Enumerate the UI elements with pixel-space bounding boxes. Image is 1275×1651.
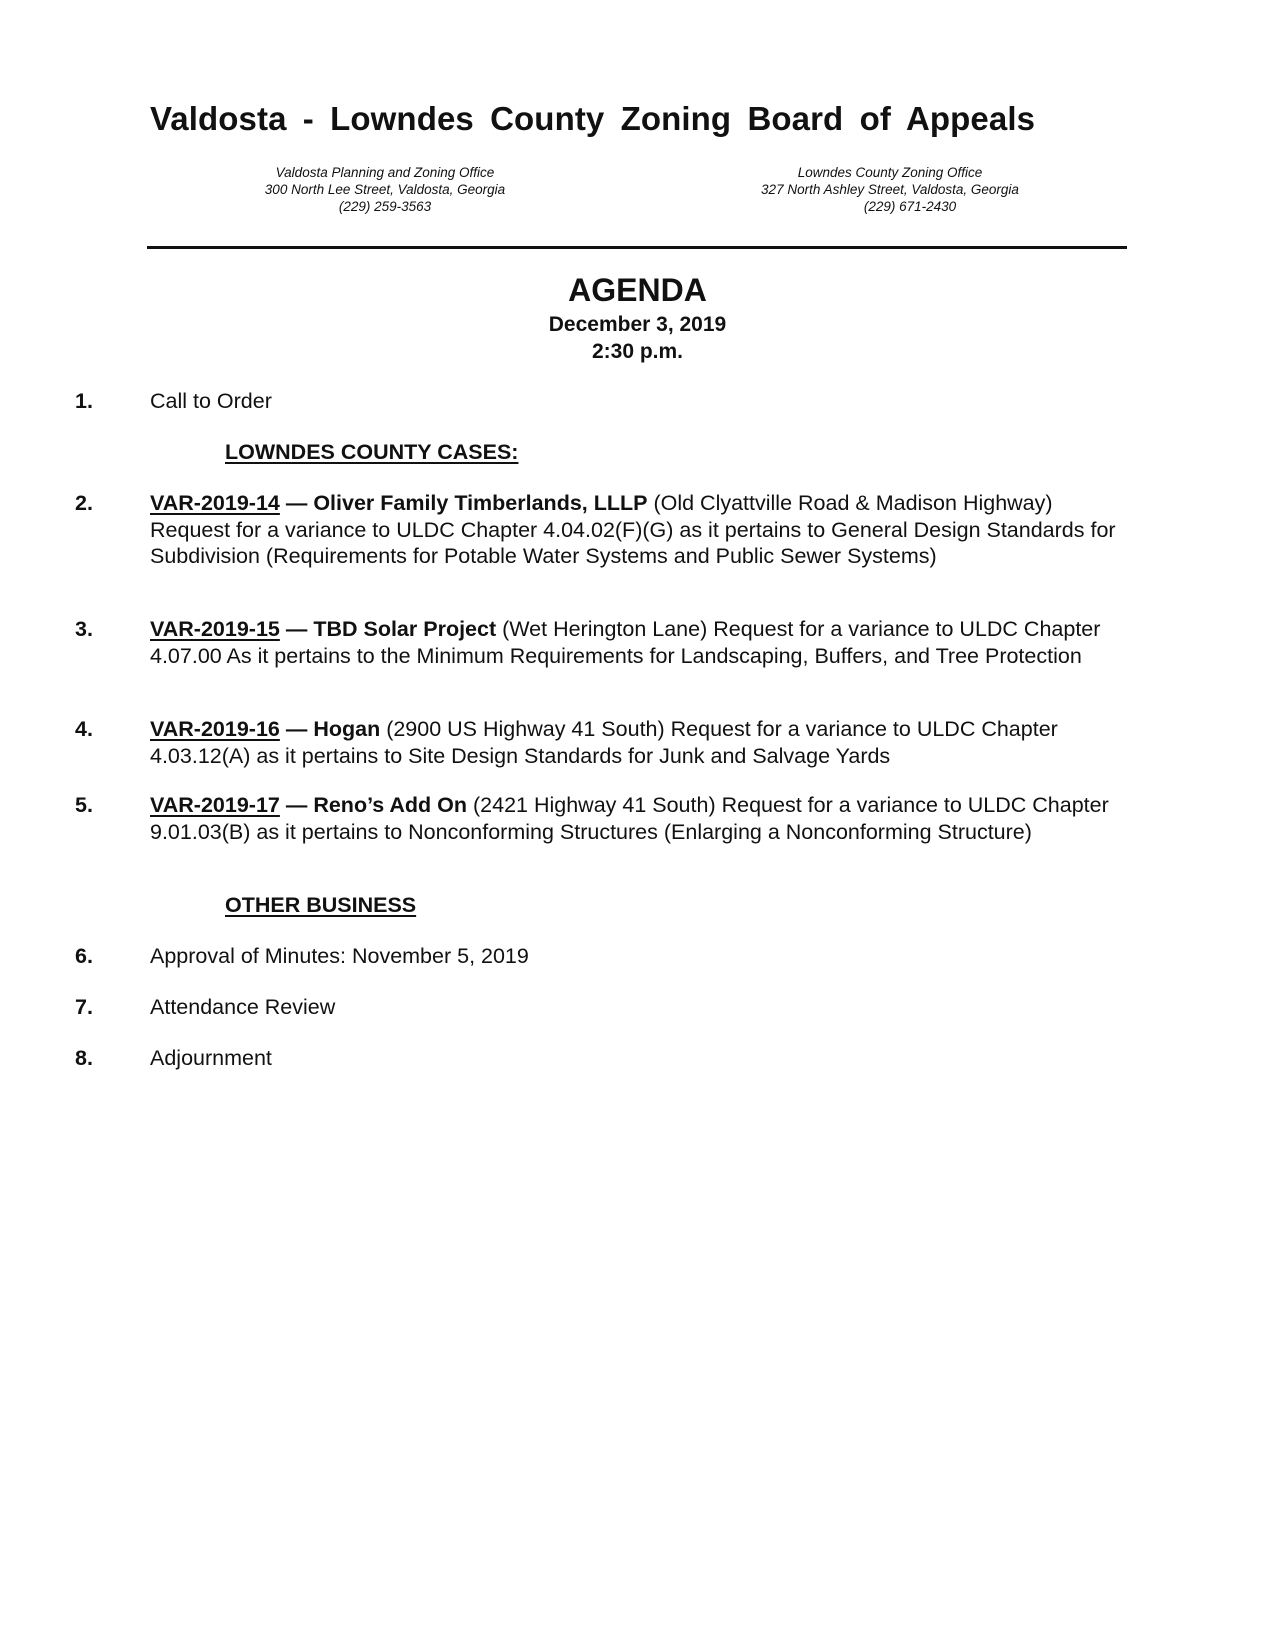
applicant-name: Reno’s Add On xyxy=(313,793,468,817)
case-details: (2421 Highway 41 South) Request for a variance to ULDC Chapter 9.01.03(B) as it pertains to Nonconforming Structures (Enlarging a Nonconforming Structure) xyxy=(150,793,1109,844)
item-number: 3. xyxy=(75,617,93,641)
item-text: Approval of Minutes: November 5, 2019 xyxy=(150,944,529,968)
applicant-name: TBD Solar Project xyxy=(313,617,497,641)
case-separator: — xyxy=(279,793,314,817)
item-number: 7. xyxy=(75,995,93,1019)
office-phone: (229) 671-2430 xyxy=(863,199,957,214)
applicant-name: Hogan xyxy=(313,717,381,741)
item-body xyxy=(150,490,1135,570)
board-title: Valdosta - Lowndes County Zoning Board of Appeals xyxy=(150,100,1036,137)
item-number: 5. xyxy=(75,793,93,817)
item-text: Call to Order xyxy=(150,389,272,413)
item-body xyxy=(150,616,1135,669)
case-separator: — xyxy=(279,491,314,515)
case-details: (2900 US Highway 41 South) Request for a variance to ULDC Chapter 4.03.12(A) as it pertains to Site Design Standards for Junk and Salvage Yards xyxy=(150,717,1058,768)
section-heading-lowndes-county-cases: LOWNDES COUNTY CASES: xyxy=(225,440,519,464)
case-id: VAR-2019-17 xyxy=(150,793,280,817)
office-address: 327 North Ashley Street, Valdosta, Georgia xyxy=(761,182,1019,197)
agenda-time: 2:30 p.m. xyxy=(591,340,684,363)
item-number: 1. xyxy=(75,389,93,413)
office-name: Valdosta Planning and Zoning Office xyxy=(275,165,495,180)
item-body xyxy=(150,716,1135,769)
lowndes-office-info xyxy=(745,164,1035,215)
case-id: VAR-2019-14 xyxy=(150,491,280,515)
case-details: (Wet Herington Lane) Request for a variance to ULDC Chapter 4.07.00 As it pertains to the Minimum Requirements for Landscaping, Buffers, and Tree Protection xyxy=(150,617,1101,668)
item-number: 6. xyxy=(75,944,93,968)
office-address: 300 North Lee Street, Valdosta, Georgia xyxy=(264,182,506,197)
item-number: 2. xyxy=(75,491,93,515)
case-details: (Old Clyattville Road & Madison Highway) Request for a variance to ULDC Chapter 4.04.02(F)(G) as it pertains to General Design Standards for Subdivision (Requirements for Potable Water Systems and Public Sewer Systems) xyxy=(150,491,1116,568)
agenda-title: AGENDA xyxy=(568,272,707,308)
case-separator: — xyxy=(279,617,314,641)
applicant-name: Oliver Family Timberlands, LLLP xyxy=(313,491,648,515)
office-phone: (229) 259-3563 xyxy=(338,199,432,214)
item-number: 8. xyxy=(75,1046,93,1070)
item-number: 4. xyxy=(75,717,93,741)
section-heading-other-business: OTHER BUSINESS xyxy=(225,893,417,917)
header-divider xyxy=(147,246,1127,249)
office-name: Lowndes County Zoning Office xyxy=(797,165,983,180)
valdosta-office-info xyxy=(240,164,530,215)
item-body xyxy=(150,792,1135,845)
item-text: Attendance Review xyxy=(150,995,336,1019)
item-text: Adjournment xyxy=(150,1046,272,1070)
case-id: VAR-2019-16 xyxy=(150,717,280,741)
case-id: VAR-2019-15 xyxy=(150,617,280,641)
agenda-date: December 3, 2019 xyxy=(548,313,727,336)
case-separator: — xyxy=(279,717,314,741)
